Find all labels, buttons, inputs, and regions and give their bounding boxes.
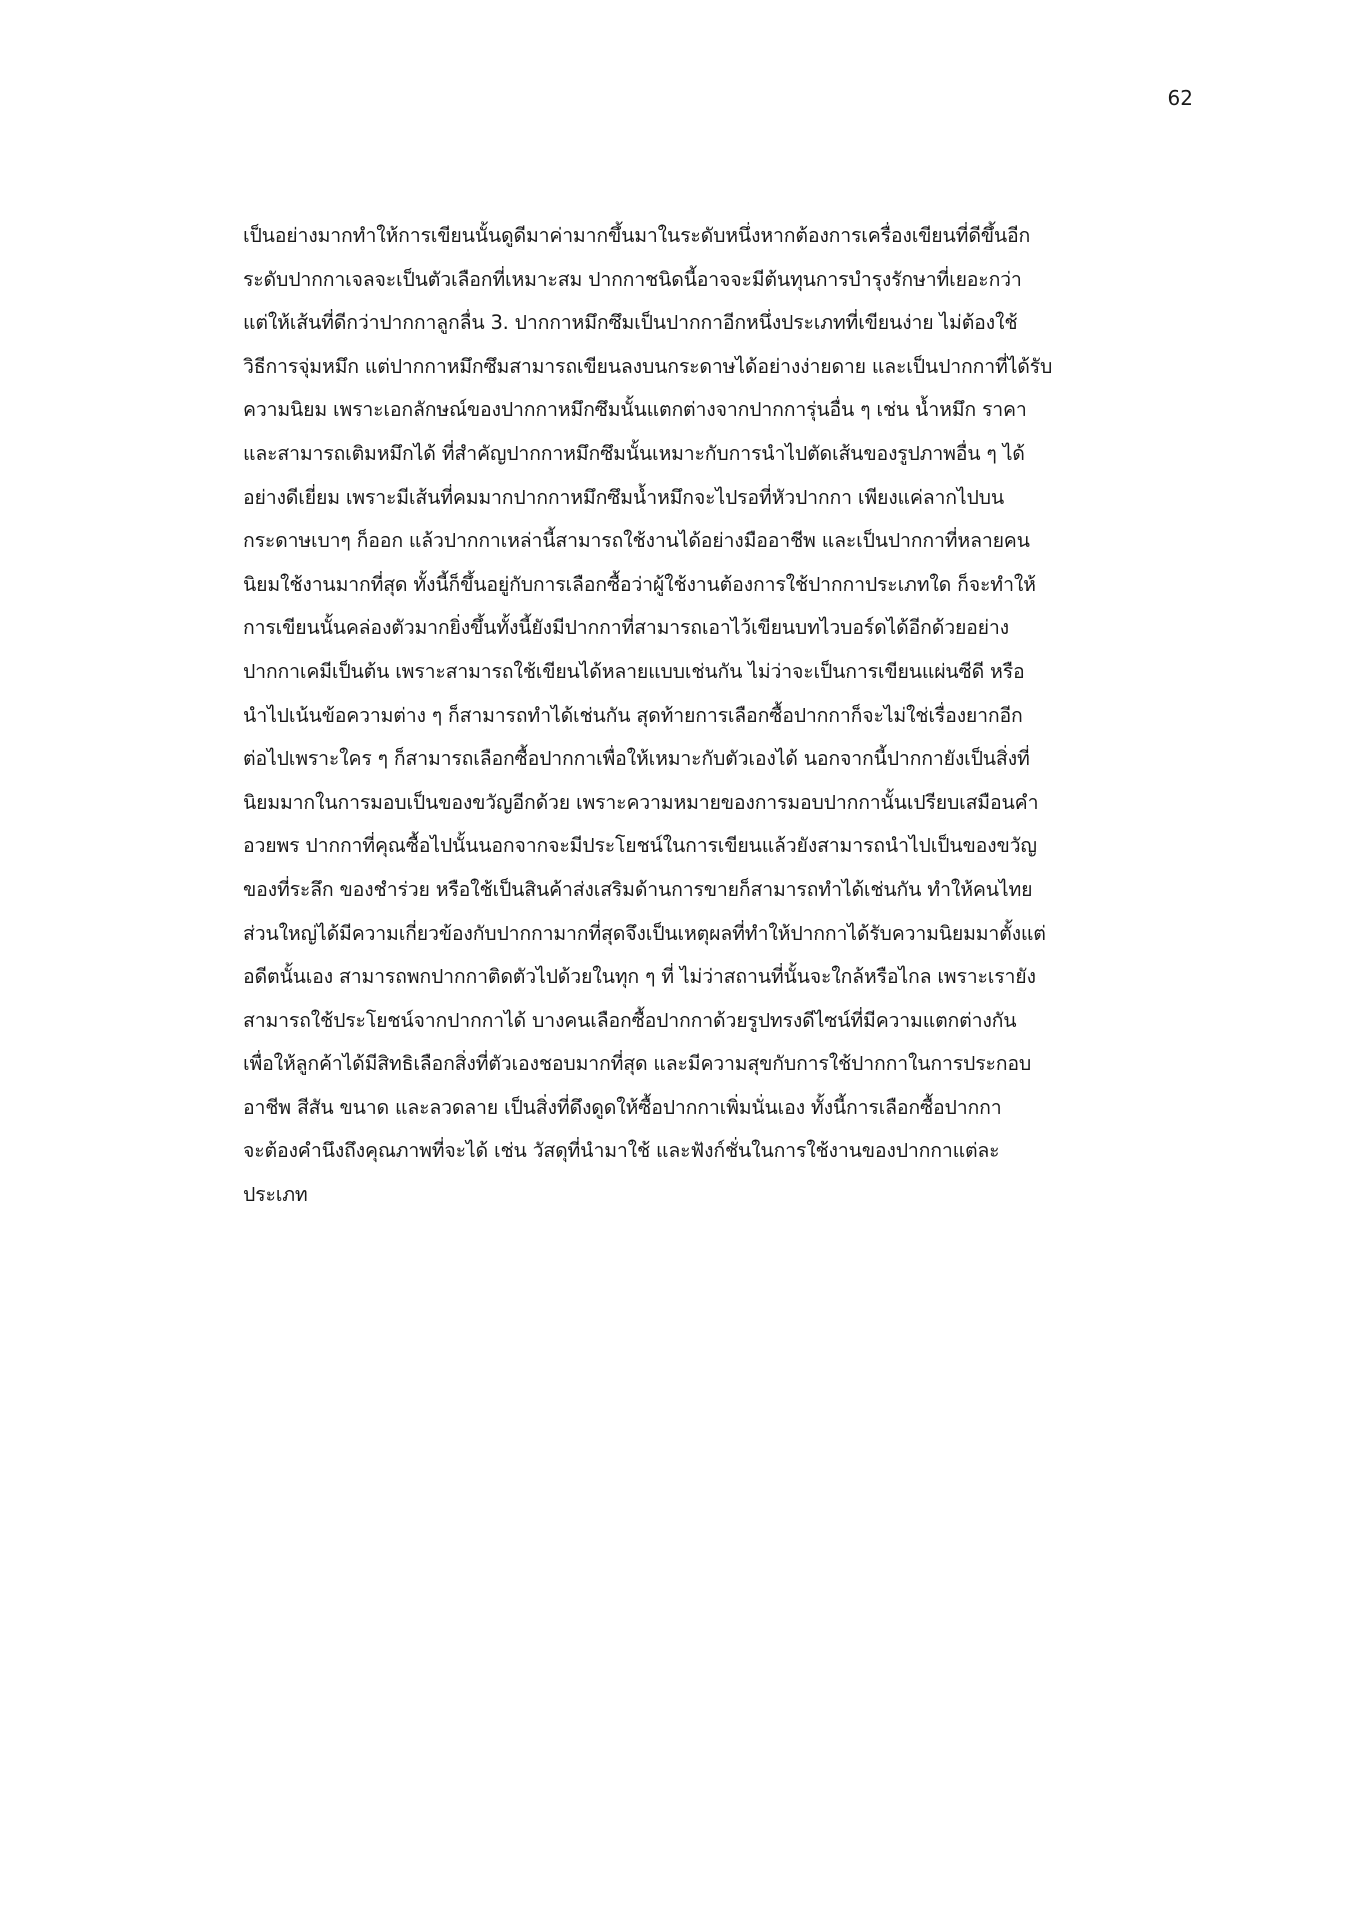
text-line: อวยพร ปากกาที่คุณซื้อไปนั้นนอกจากจะมีประโยชน์ในการเขียนแล้วยังสามารถนำไปเป็นของขวัญ	[243, 834, 1037, 858]
text-line: ต่อไปเพราะใคร ๆ ก็สามารถเลือกซื้อปากกาเพื่อให้เหมาะกับตัวเองได้ นอกจากนี้ปากกายังเป็นสิ่งที่	[243, 747, 1030, 771]
text-line: ส่วนใหญ่ได้มีความเกี่ยวข้องกับปากกามากที่สุดจึงเป็นเหตุผลที่ทำให้ปากกาได้รับความนิยมมาตั้งแต่	[243, 921, 1046, 945]
text-line: นิยมมากในการมอบเป็นของขวัญอีกด้วย เพราะความหมายของการมอบปากกานั้นเปรียบเสมือนคำ	[243, 790, 1039, 814]
text-line: ระดับปากกาเจลจะเป็นตัวเลือกที่เหมาะสม ปากกาชนิดนี้อาจจะมีต้นทุนการบำรุงรักษาที่เยอะกว่า	[243, 267, 1022, 291]
text-line: ของที่ระลึก ของชำร่วย หรือใช้เป็นสินค้าส่งเสริมด้านการขายก็สามารถทำได้เช่นกัน ทำให้คนไทย	[243, 877, 1033, 901]
text-line: การเขียนนั้นคล่องตัวมากยิ่งขึ้นทั้งนี้ยังมีปากกาที่สามารถเอาไว้เขียนบทไวบอร์ดได้อีกด้วยอย่าง	[243, 616, 1009, 640]
body-paragraph	[243, 214, 1193, 1217]
text-line: จะต้องคำนึงถึงคุณภาพที่จะได้ เช่น วัสดุที่นำมาใช้ และฟังก์ชั่นในการใช้งานของปากกาแต่ละ	[243, 1139, 1000, 1163]
text-line: อดีตนั้นเอง สามารถพกปากกาติดตัวไปด้วยในทุก ๆ ที่ ไม่ว่าสถานที่นั้นจะใกล้หรือไกล เพราะเรายัง	[243, 965, 1036, 989]
text-line: อย่างดีเยี่ยม เพราะมีเส้นที่คมมากปากกาหมึกซึมน้ำหมึกจะไปรอที่หัวปากกา เพียงแค่ลากไปบน	[243, 485, 1004, 509]
text-line: ประเภท	[243, 1183, 308, 1207]
text-line: และสามารถเติมหมึกได้ ที่สำคัญปากกาหมึกซึมนั้นเหมาะกับการนำไปตัดเส้นของรูปภาพอื่น ๆ ได้	[243, 441, 1025, 465]
text-line: นำไปเน้นข้อความต่าง ๆ ก็สามารถทำได้เช่นกัน สุดท้ายการเลือกซื้อปากกาก็จะไม่ใช่เรื่องยากอีก	[243, 703, 1023, 727]
text-line: กระดาษเบาๆ ก็ออก แล้วปากกาเหล่านี้สามารถใช้งานได้อย่างมืออาชีพ และเป็นปากกาที่หลายคน	[243, 529, 1030, 553]
text-line: อาชีพ สีสัน ขนาด และลวดลาย เป็นสิ่งที่ดึงดูดให้ซื้อปากกาเพิ่มนั่นเอง ทั้งนี้การเลือกซื้อปากกา	[243, 1095, 1002, 1119]
text-line: นิยมใช้งานมากที่สุด ทั้งนี้ก็ขึ้นอยู่กับการเลือกซื้อว่าผู้ใช้งานต้องการใช้ปากกาประเภทใด ก็จะทำให้	[243, 572, 1036, 596]
text-line: วิธีการจุ่มหมึก แต่ปากกาหมึกซึมสามารถเขียนลงบนกระดาษได้อย่างง่ายดาย และเป็นปากกาที่ได้รับ	[243, 354, 1053, 378]
text-line: ความนิยม เพราะเอกลักษณ์ของปากกาหมึกซึมนั้นแตกต่างจากปากการุ่นอื่น ๆ เช่น น้ำหมึก ราคา	[243, 398, 1027, 422]
text-line: เป็นอย่างมากทำให้การเขียนนั้นดูดีมาค่ามากขึ้นมาในระดับหนึ่งหากต้องการเครื่องเขียนที่ดีขึ้นอีก	[243, 224, 1031, 247]
text-line: เพื่อให้ลูกค้าได้มีสิทธิเลือกสิ่งที่ตัวเองชอบมากที่สุด และมีความสุขกับการใช้ปากกาในการประกอบ	[243, 1052, 1032, 1076]
page-number: 62	[1167, 86, 1193, 110]
text-line: แต่ให้เส้นที่ดีกว่าปากกาลูกลื่น 3. ปากกาหมึกซึมเป็นปากกาอีกหนึ่งประเภทที่เขียนง่าย ไม่ต้องใช้	[243, 311, 1018, 335]
text-line: ปากกาเคมีเป็นต้น เพราะสามารถใช้เขียนได้หลายแบบเช่นกัน ไม่ว่าจะเป็นการเขียนแผ่นซีดี หรือ	[243, 659, 1025, 683]
text-line: สามารถใช้ประโยชน์จากปากกาได้ บางคนเลือกซื้อปากกาด้วยรูปทรงดีไซน์ที่มีความแตกต่างกัน	[243, 1008, 1017, 1032]
